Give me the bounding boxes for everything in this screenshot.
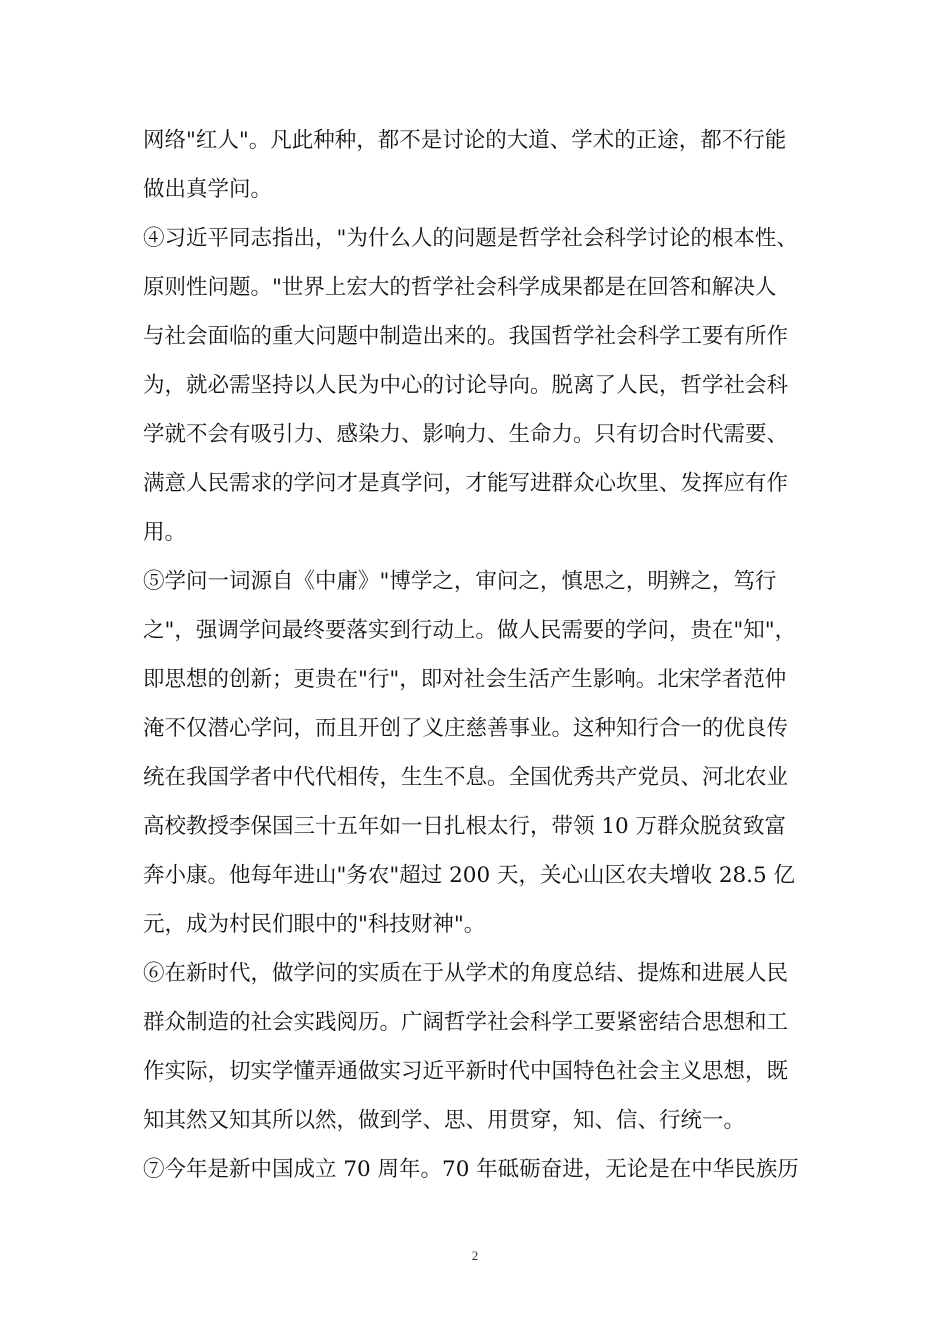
- text-line: 原则性问题。"世界上宏大的哲学社会科学成果都是在回答和解决人: [143, 275, 777, 300]
- text-line: 与社会面临的重大问题中制造出来的。我国哲学社会科学工要有所作: [143, 324, 789, 349]
- text-line: 作实际，切实学懂弄通做实习近平新时代中国特色社会主义思想，既: [143, 1059, 789, 1084]
- text-line: 做出真学问。: [143, 177, 273, 202]
- text-line: ⑥在新时代，做学问的实质在于从学术的角度总结、提炼和进展人民: [143, 961, 789, 986]
- text-line: 奔小康。他每年进山"务农"超过 200 天，关心山区农夫增收 28.5 亿: [143, 863, 796, 888]
- text-line: 群众制造的社会实践阅历。广阔哲学社会科学工要紧密结合思想和工: [143, 1010, 789, 1035]
- text-line: 淹不仅潜心学问，而且开创了义庄慈善事业。这种知行合一的优良传: [143, 716, 789, 741]
- paragraph-p6: [143, 949, 813, 1145]
- text-line: ⑦今年是新中国成立 70 周年。70 年砥砺奋进，无论是在中华民族历: [143, 1157, 799, 1182]
- page-number: 2: [471, 1248, 479, 1263]
- text-line: 学就不会有吸引力、感染力、影响力、生命力。只有切合时代需要、: [143, 422, 789, 447]
- text-line: 满意人民需求的学问才是真学问，才能写进群众心坎里、发挥应有作: [143, 471, 789, 496]
- text-line: 为，就必需坚持以人民为中心的讨论导向。脱离了人民，哲学社会科: [143, 373, 789, 398]
- body-text: [143, 116, 813, 1194]
- text-line: ④习近平同志指出，"为什么人的问题是哲学社会科学讨论的根本性、: [143, 226, 798, 251]
- text-line: 用。: [143, 520, 187, 545]
- paragraph-p3-end: [143, 116, 813, 214]
- text-line: 统在我国学者中代代相传，生生不息。全国优秀共产党员、河北农业: [143, 765, 789, 790]
- text-line: ⑤学问一词源自《中庸》"博学之，审问之，慎思之，明辨之，笃行: [143, 569, 777, 594]
- paragraph-p7-start: [143, 1145, 813, 1194]
- text-line: 之"，强调学问最终要落实到行动上。做人民需要的学问，贵在"知"，: [143, 618, 797, 643]
- text-line: 元，成为村民们眼中的"科技财神"。: [143, 912, 486, 937]
- text-line: 高校教授李保国三十五年如一日扎根太行，带领 10 万群众脱贫致富: [143, 814, 787, 839]
- text-line: 网络"红人"。凡此种种，都不是讨论的大道、学术的正途，都不行能: [143, 128, 787, 153]
- paragraph-p4: [143, 214, 813, 557]
- text-line: 知其然又知其所以然，做到学、思、用贯穿，知、信、行统一。: [143, 1108, 746, 1133]
- text-line: 即思想的创新；更贵在"行"，即对社会生活产生影响。北宋学者范仲: [143, 667, 787, 692]
- paragraph-p5: [143, 557, 813, 949]
